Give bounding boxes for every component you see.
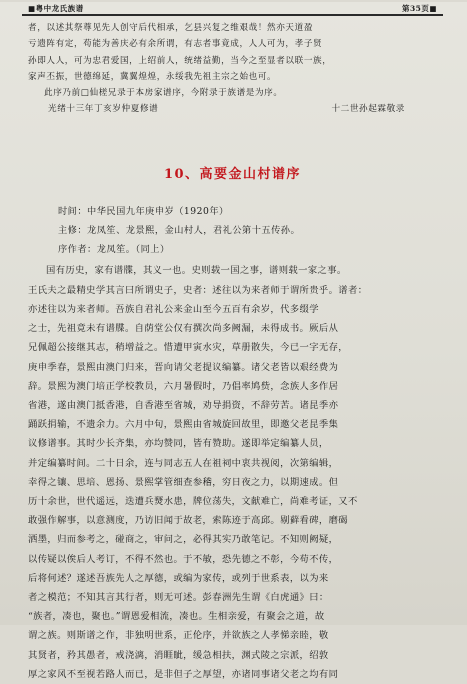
text-line: 此序乃前□仙槎兄录于本房家谱序，今附录于族谱是为序。	[44, 88, 283, 99]
signature-author: 十二世孙起霖敬录	[331, 104, 405, 115]
text-line: “族者，凑也，聚也。”谓恩爱相流，凑也。生相亲爱，有聚会之道，故	[28, 611, 325, 623]
text-line: 庚申季春，景熙由澳门归来，晋向请父老提议编纂。诸父老皆以艰经费为	[28, 361, 339, 373]
document-page	[0, 2, 467, 680]
meta-author: 序作者：龙凤笙。（同上）	[58, 244, 170, 256]
signature-date: 光绪十三年丁亥岁仲夏修谱	[48, 104, 159, 115]
text-line: 其贤者，矜其愚者，戒浇漓，消睚眦，缓急相扶，渊式陵之宗派，绍敦	[28, 649, 329, 661]
section-meta	[22, 202, 443, 259]
text-line: 后将何述？遂述吾族先人之厚德，或编为家传，或列于世系表，以为来	[28, 572, 329, 584]
header-book-title: ■粤中龙氏族谱	[28, 3, 84, 13]
text-line: 者之模范；不知其言其行者，则无可述。彭春洲先生谓《白虎通》曰：	[28, 591, 329, 603]
text-line: 亦述往以为来者师。吾族自君礼公来金山至今五百有余岁，代多缀学	[28, 303, 319, 315]
meta-time: 时间：中华民国九年庚申岁（1920年）	[58, 206, 229, 218]
text-line: 谓之族。则斯谱之作，非独明世系，正伦序，并欲族之人孝悌亲睦，敬	[28, 630, 329, 642]
text-line: 孙即人人，可为忠君爱国，上绍前人，统绪益勤，当今之至显者以联一族，	[28, 55, 332, 66]
header-page-number: 第35页■	[401, 3, 437, 13]
text-line: 者，以述其祭尊见先人创守后代相承，乞县兴复之维艰哉！然亦天道盈	[28, 23, 314, 33]
page-header	[22, 2, 443, 16]
text-line: 敢强作解事，以意测度，乃访旧闻于故老，索陈迹于高邱。剔藓看碑，磨碣	[28, 515, 348, 527]
text-line: 幸得之镶、思培、恩扬、景熙掌管细查参稽，穷日夜之力，以期速成。但	[28, 476, 339, 488]
text-line: 兄佩超公接继其志，稍增益之。惜遭甲寅水灾，草册散失，今已一字无存，	[28, 342, 348, 354]
text-line: 以传疑以俟后人考订，不得不然也。于不敏，恐先德之不彰，今苟不传，	[28, 553, 339, 565]
text-line: 历十余世，世代遥远，迭遭兵燹水患，牌位荡失，文献难亡，尚难考证，又不	[28, 495, 358, 507]
meta-editors: 主修：龙凤笙、龙景熙，金山村人，君礼公第十五传孙。	[58, 225, 301, 237]
text-line: 家声丕振，世德绵延，冀翼煌煌，永绥我先祖主宗之始也可。	[28, 71, 277, 82]
section-title: 10、高要金山村谱序	[163, 167, 302, 183]
text-line: 并定编纂时间。二十日余，连与同志五人在祖祠中衷共视阅，次第编辑，	[28, 457, 339, 469]
text-line: 王氏夫之最精史学其言曰所谓史子，史者：述往以为来者师于谓所贵乎。谱者：	[28, 284, 368, 296]
text-line: 辞。景熙为澳门培正学校教员，六月暑假时，乃倡率鸠赀，念族人多作居	[28, 380, 339, 392]
text-line: 省港，遂由澳门抵香港，自香港至省城，劝导捐资，不辞劳苦。诸昆季亦	[28, 399, 339, 411]
text-line: 踊跃捐输，不遗余力。六月中旬，景熙由省城旋回故里，即邀父老昆季集	[28, 419, 339, 431]
text-line: 厚之家风不至视若路人而已，是非但子之厚望，亦诸同事诸父老之均有同	[28, 668, 339, 680]
text-line: 之士，先祖竟未有谱牒。自荫堂公仅有撰次尚多阙漏，未得成书。厥后从	[28, 323, 339, 335]
text-line: 国有历史，家有谱牒，其义一也。史则载一国之事，谱则载一家之事。	[46, 265, 347, 277]
text-line: 洒墨，归而参考之，碰商之，审问之，必得其实乃敢笔记。不知则阙疑，	[28, 534, 339, 546]
text-line: 亏遗阵有定，苟能为善庆必有余所谓，有志者事竟成，人人可为，孝子贤	[28, 39, 323, 50]
section-body	[22, 261, 443, 683]
text-line: 议修谱事。其时少长齐集，亦均赞同，皆有赞助。遂即举定编纂人员，	[28, 438, 329, 450]
previous-section-signature	[22, 101, 443, 117]
previous-section-text	[22, 20, 443, 101]
